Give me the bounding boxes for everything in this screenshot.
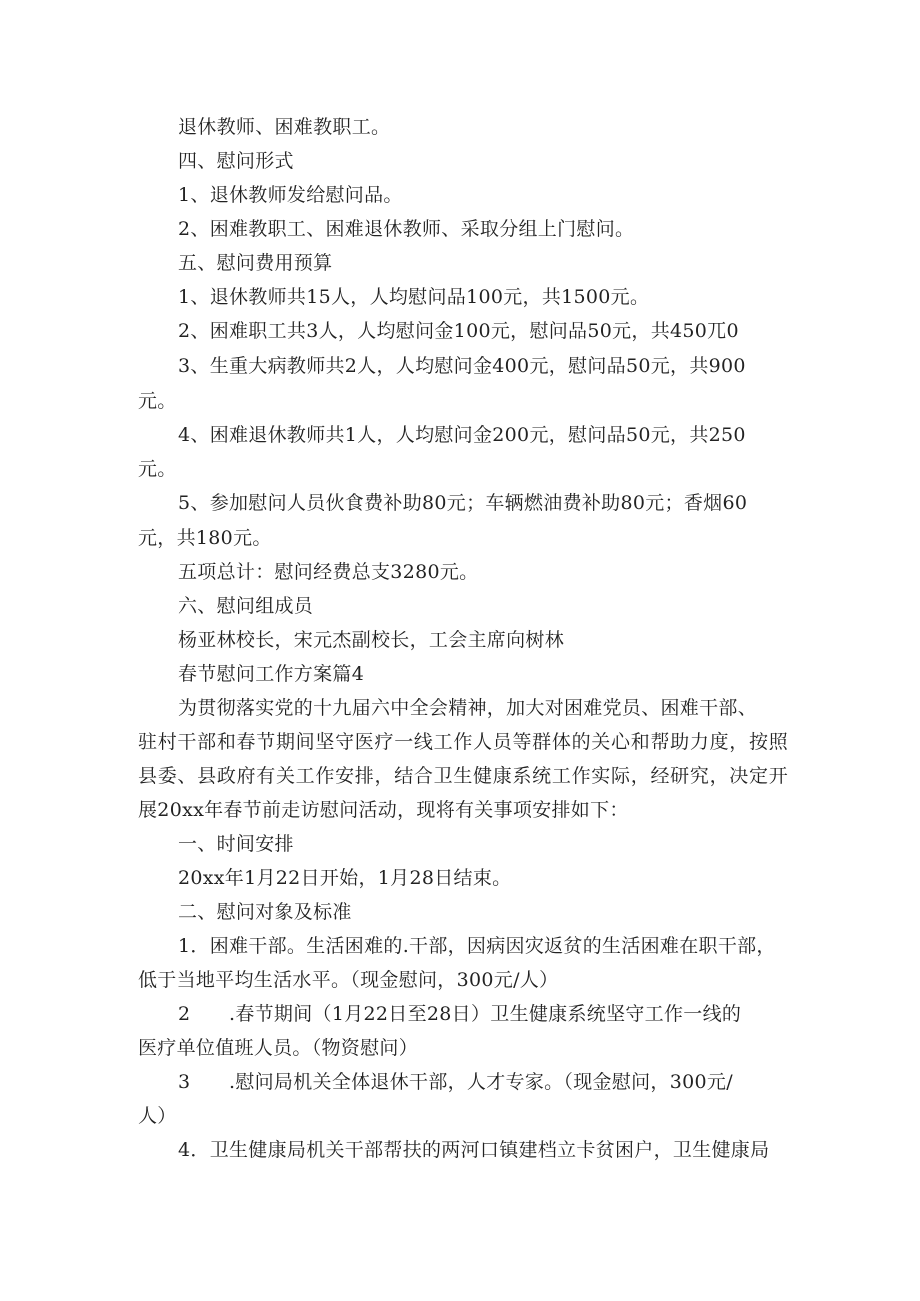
text-line: 20xx年1月22日开始，1月28日结束。 bbox=[178, 867, 512, 889]
text-line: 5、参加慰问人员伙食费补助80元；车辆燃油费补助80元；香烟60 bbox=[178, 492, 748, 514]
text-line: 县委、县政府有关工作安排，结合卫生健康系统工作实际，经研究，决定开 bbox=[138, 765, 788, 787]
text-line: 3 .慰问局机关全体退休干部，人才专家。（现金慰问，300元/ bbox=[178, 1071, 733, 1093]
text-line: 4、困难退休教师共1人，人均慰问金200元，慰问品50元，共250 bbox=[178, 424, 746, 446]
text-line: 1．困难干部。生活困难的.干部，因病因灾返贫的生活困难在职干部， bbox=[178, 935, 776, 957]
text-line: 元。 bbox=[138, 458, 177, 480]
text-line: 4．卫生健康局机关干部帮扶的两河口镇建档立卡贫困户，卫生健康局 bbox=[178, 1139, 770, 1161]
text-line: 杨亚林校长，宋元杰副校长，工会主席向树林 bbox=[178, 629, 565, 651]
text-line: 2、困难职工共3人，人均慰问金100元，慰问品50元，共450兀0 bbox=[178, 320, 739, 342]
text-line: 元。 bbox=[138, 390, 177, 412]
text-line: 元，共180元。 bbox=[138, 527, 272, 549]
text-line: 退休教师、困难教职工。 bbox=[178, 116, 391, 138]
text-line: 1、退休教师发给慰问品。 bbox=[178, 184, 403, 206]
section-heading: 四、慰问形式 bbox=[178, 150, 294, 172]
article-title: 春节慰问工作方案篇4 bbox=[178, 663, 365, 685]
text-line: 为贯彻落实党的十九届六中全会精神，加大对困难党员、困难干部、 bbox=[178, 697, 758, 719]
text-line: 五项总计：慰问经费总支3280元。 bbox=[178, 561, 479, 583]
text-line: 1、退休教师共15人，人均慰问品100元，共1500元。 bbox=[178, 286, 650, 308]
section-heading: 一、时间安排 bbox=[178, 833, 294, 855]
text-line: 低于当地平均生活水平。（现金慰问，300元/人） bbox=[138, 969, 559, 991]
text-line: 医疗单位值班人员。（物资慰问） bbox=[138, 1037, 419, 1059]
text-line: 3、生重大病教师共2人，人均慰问金400元，慰问品50元，共900 bbox=[178, 355, 746, 377]
text-line: 驻村干部和春节期间坚守医疗一线工作人员等群体的关心和帮助力度，按照 bbox=[138, 731, 788, 753]
section-heading: 六、慰问组成员 bbox=[178, 595, 314, 617]
section-heading: 二、慰问对象及标准 bbox=[178, 901, 352, 923]
text-line: 2、困难教职工、困难退休教师、采取分组上门慰问。 bbox=[178, 218, 635, 240]
text-line: 2 .春节期间（1月22日至28日）卫生健康系统坚守工作一线的 bbox=[178, 1003, 742, 1025]
text-line: 人） bbox=[138, 1105, 177, 1127]
text-line: 展20xx年春节前走访慰问活动，现将有关事项安排如下： bbox=[138, 799, 629, 821]
section-heading: 五、慰问费用预算 bbox=[178, 252, 333, 274]
